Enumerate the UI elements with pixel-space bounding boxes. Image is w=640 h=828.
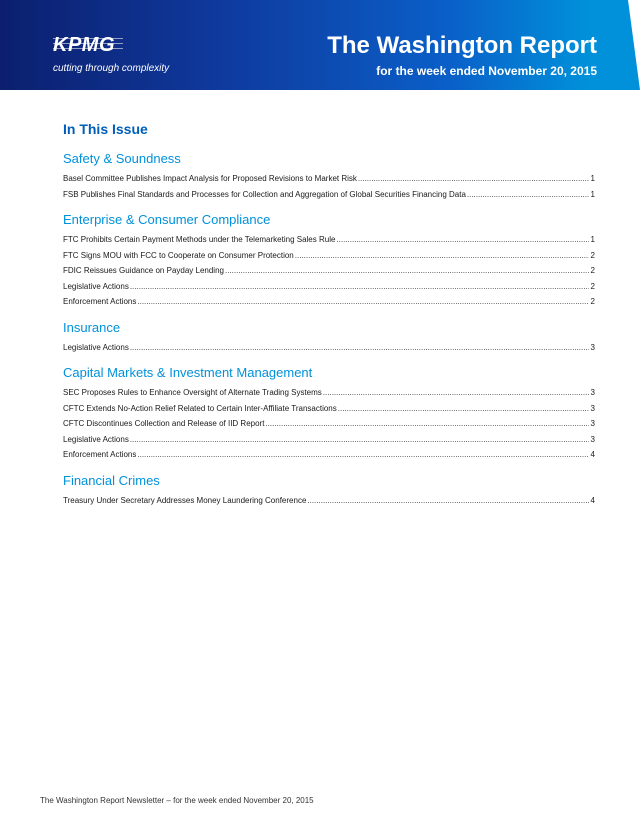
toc-page-number: 1 <box>590 235 595 244</box>
toc-page-number: 2 <box>590 250 595 260</box>
toc-entry[interactable] <box>63 232 595 248</box>
toc-dot-leader <box>137 294 588 310</box>
toc-entry-label: FTC Signs MOU with FCC to Cooperate on Consumer Protection <box>63 250 294 260</box>
toc-entry-label: Legislative Actions <box>63 434 129 444</box>
toc-entry[interactable] <box>63 279 595 295</box>
toc-entry-label: Enforcement Actions <box>63 450 137 459</box>
toc-page-number: 2 <box>590 297 595 306</box>
toc-entry[interactable] <box>63 263 595 279</box>
toc-entry[interactable] <box>63 385 595 401</box>
table-of-contents <box>63 120 595 518</box>
toc-dot-leader <box>130 340 589 356</box>
toc-section <box>63 365 595 463</box>
toc-section <box>63 151 595 202</box>
toc-dot-leader <box>358 171 589 187</box>
toc-page-number: 1 <box>590 174 595 183</box>
toc-entry-label: CFTC Extends No-Action Relief Related to Certain Inter-Affiliate Transactions <box>63 403 337 413</box>
report-title: The Washington Report <box>327 32 597 59</box>
logo-tagline: cutting through complexity <box>53 63 170 74</box>
toc-dot-leader <box>137 447 588 463</box>
toc-dot-leader <box>467 187 589 203</box>
toc-entry-label: Enforcement Actions <box>63 297 137 306</box>
toc-entry[interactable] <box>63 416 595 432</box>
toc-sections <box>63 151 595 508</box>
toc-page-number: 3 <box>590 388 595 397</box>
toc-entry-label: CFTC Discontinues Collection and Release of IID Report <box>63 419 265 428</box>
toc-entry-label: FDIC Reissues Guidance on Payday Lending <box>63 266 224 275</box>
section-heading: Capital Markets & Investment Management <box>63 365 313 380</box>
toc-entry[interactable] <box>63 493 595 509</box>
banner-corner-wedge <box>628 0 640 90</box>
toc-dot-leader <box>323 385 589 401</box>
toc-page-number: 3 <box>590 403 595 413</box>
page-footer: The Washington Report Newsletter – for the week ended November 20, 2015 <box>40 796 314 805</box>
toc-entry[interactable] <box>63 401 595 417</box>
header-banner <box>0 0 640 90</box>
toc-page-number: 4 <box>590 450 595 459</box>
section-heading: Enterprise & Consumer Compliance <box>63 212 271 227</box>
toc-page-number: 3 <box>590 434 595 444</box>
toc-dot-leader <box>130 432 589 448</box>
toc-entry[interactable] <box>63 340 595 356</box>
section-heading: Insurance <box>63 319 121 335</box>
toc-page-number: 3 <box>590 419 595 428</box>
toc-entry-label: SEC Proposes Rules to Enhance Oversight of Alternate Trading Systems <box>63 388 322 397</box>
kpmg-logo: KPMG <box>53 35 123 55</box>
toc-entry[interactable] <box>63 248 595 264</box>
toc-page-number: 3 <box>590 342 595 352</box>
toc-dot-leader <box>225 263 589 279</box>
report-subtitle: for the week ended November 20, 2015 <box>376 64 597 78</box>
toc-entry-label: Legislative Actions <box>63 281 129 291</box>
toc-section <box>63 320 595 356</box>
toc-page-number: 2 <box>590 266 595 275</box>
toc-entry-label: Legislative Actions <box>63 342 129 352</box>
toc-dot-leader <box>295 248 589 264</box>
toc-entry[interactable] <box>63 294 595 310</box>
toc-section <box>63 473 595 509</box>
contents-title: In This Issue <box>63 121 148 137</box>
toc-entry-label: Treasury Under Secretary Addresses Money Laundering Conference <box>63 495 307 505</box>
toc-page-number: 4 <box>590 495 595 505</box>
toc-dot-leader <box>336 232 588 248</box>
toc-dot-leader <box>265 416 588 432</box>
toc-entry[interactable] <box>63 432 595 448</box>
toc-entry-label: Basel Committee Publishes Impact Analysis for Proposed Revisions to Market Risk <box>63 174 357 183</box>
toc-entry[interactable] <box>63 171 595 187</box>
toc-entry[interactable] <box>63 187 595 203</box>
toc-entry-label: FTC Prohibits Certain Payment Methods under the Telemarketing Sales Rule <box>63 235 336 244</box>
toc-page-number: 1 <box>590 189 595 199</box>
toc-dot-leader <box>338 401 589 417</box>
section-heading: Safety & Soundness <box>63 151 181 166</box>
toc-dot-leader <box>307 493 588 509</box>
toc-dot-leader <box>130 279 589 295</box>
toc-entry-label: FSB Publishes Final Standards and Processes for Collection and Aggregation of Global Securities Financing Data <box>63 189 466 199</box>
toc-entry[interactable] <box>63 447 595 463</box>
section-heading: Financial Crimes <box>63 472 160 488</box>
toc-section <box>63 212 595 310</box>
toc-page-number: 2 <box>590 281 595 291</box>
